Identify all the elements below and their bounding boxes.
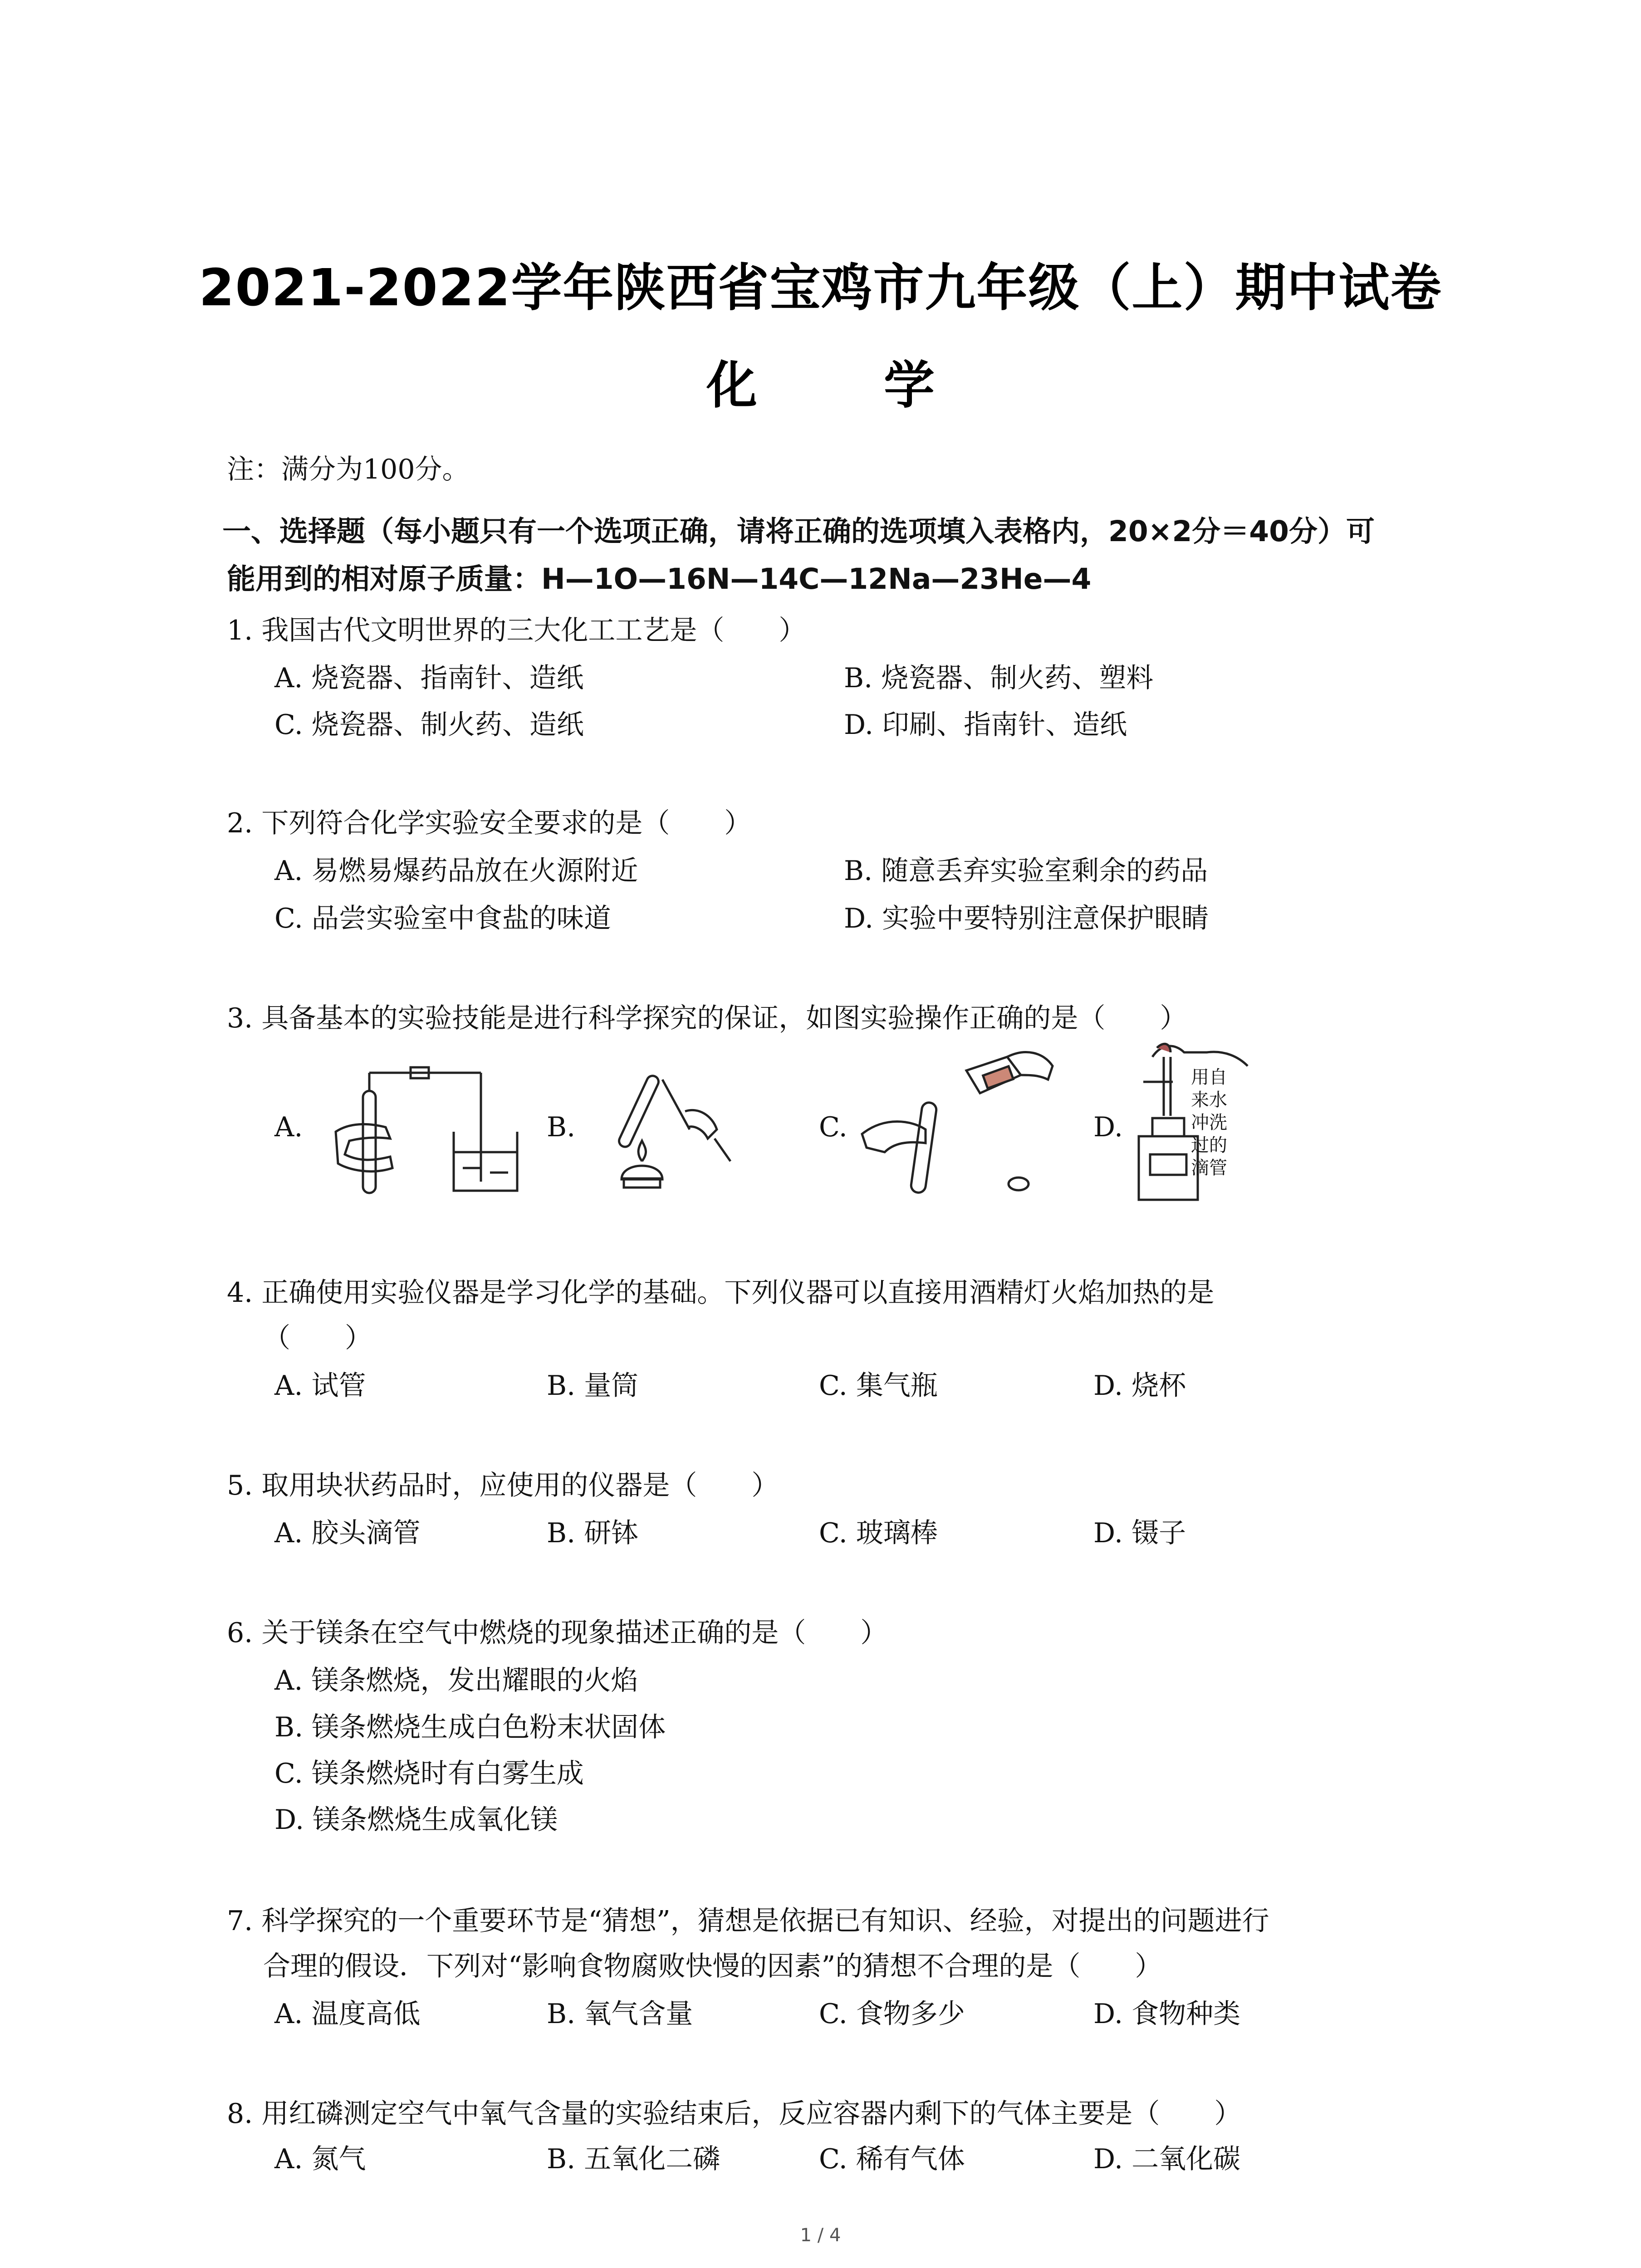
question-7-option-a: A. 温度高低: [274, 1998, 421, 2030]
question-4-stem-line2: （ ）: [263, 1322, 372, 1354]
question-7-option-c: C. 食物多少: [819, 1998, 965, 2030]
question-1-stem: 1. 我国古代文明世界的三大化工工艺是（ ）: [227, 615, 806, 646]
question-1-option-b: B. 烧瓷器、制火药、塑料: [844, 662, 1154, 694]
figure-a-airtightness-check: [318, 1064, 531, 1195]
question-2-option-b: B. 随意丢弃实验室剩余的药品: [844, 855, 1208, 887]
question-6-option-a: A. 镁条燃烧，发出耀眼的火焰: [274, 1665, 638, 1696]
question-5-stem: 5. 取用块状药品时，应使用的仪器是（ ）: [227, 1470, 779, 1501]
score-note: 注：满分为100分。: [227, 454, 470, 485]
question-1-option-d: D. 印刷、指南针、造纸: [844, 709, 1127, 741]
figure-c-pouring-liquid: [857, 1043, 1066, 1200]
question-5-option-c: C. 玻璃棒: [819, 1517, 938, 1549]
question-6-stem: 6. 关于镁条在空气中燃烧的现象描述正确的是（ ）: [227, 1617, 888, 1649]
question-5-option-b: B. 研钵: [547, 1517, 639, 1549]
question-2-option-c: C. 品尝实验室中食盐的味道: [274, 903, 611, 934]
figure-b-heating-tube: [594, 1061, 740, 1198]
exam-subject: 化 学: [706, 356, 989, 415]
question-6-option-c: C. 镁条燃烧时有白雾生成: [274, 1758, 584, 1789]
question-4-option-a: A. 试管: [274, 1370, 366, 1402]
question-2-stem: 2. 下列符合化学实验安全要求的是（ ）: [227, 807, 752, 839]
question-8-option-c: C. 稀有气体: [819, 2143, 965, 2175]
question-3-option-a: A.: [274, 1111, 303, 1143]
question-4-stem: 4. 正确使用实验仪器是学习化学的基础。下列仪器可以直接用酒精灯火焰加热的是: [227, 1277, 1215, 1309]
question-8-option-b: B. 五氧化二磷: [547, 2143, 720, 2175]
question-1-option-a: A. 烧瓷器、指南针、造纸: [274, 662, 584, 694]
exam-title: 2021-2022学年陕西省宝鸡市九年级（上）期中试卷: [199, 259, 1442, 318]
question-5-option-a: A. 胶头滴管: [274, 1517, 421, 1549]
question-2-option-d: D. 实验中要特别注意保护眼睛: [844, 903, 1209, 934]
question-3-stem: 3. 具备基本的实验技能是进行科学探究的保证，如图实验操作正确的是（ ）: [227, 1002, 1187, 1034]
question-4-option-b: B. 量筒: [547, 1370, 639, 1402]
question-1-option-c: C. 烧瓷器、制火药、造纸: [274, 709, 584, 741]
question-2-option-a: A. 易燃易爆药品放在火源附近: [274, 855, 638, 887]
question-8-option-d: D. 二氧化碳: [1093, 2143, 1241, 2175]
question-3-option-b: B.: [547, 1111, 576, 1143]
question-4-option-c: C. 集气瓶: [819, 1370, 938, 1402]
question-8-stem: 8. 用红磷测定空气中氧气含量的实验结束后，反应容器内剩下的气体主要是（ ）: [227, 2098, 1242, 2130]
question-7-option-d: D. 食物种类: [1093, 1998, 1241, 2030]
question-7-option-b: B. 氧气含量: [547, 1998, 693, 2030]
question-3-option-c: C.: [819, 1111, 847, 1143]
question-5-option-d: D. 镊子: [1093, 1517, 1186, 1549]
question-3-option-d: D.: [1093, 1111, 1123, 1143]
question-8-option-a: A. 氮气: [274, 2143, 366, 2175]
figure-d-label: 用自 来水 冲洗 过的 滴管: [1191, 1067, 1227, 1178]
section-heading-line2: 能用到的相对原子质量：H—1O—16N—14C—12Na—23He—4: [227, 562, 1092, 596]
question-6-option-b: B. 镁条燃烧生成白色粉末状固体: [274, 1711, 666, 1743]
section-heading-line1: 一、选择题（每小题只有一个选项正确，请将正确的选项填入表格内，20×2分＝40分）可: [222, 515, 1375, 548]
question-7-stem-line2: 合理的假设．下列对“影响食物腐败快慢的因素”的猜想不合理的是（ ）: [263, 1950, 1162, 1982]
question-7-stem: 7. 科学探究的一个重要环节是“猜想”，猜想是依据已有知识、经验，对提出的问题进行: [227, 1905, 1269, 1937]
question-4-option-d: D. 烧杯: [1093, 1370, 1186, 1402]
page-number: 1 / 4: [800, 2225, 841, 2246]
question-6-option-d: D. 镁条燃烧生成氧化镁: [274, 1804, 558, 1836]
